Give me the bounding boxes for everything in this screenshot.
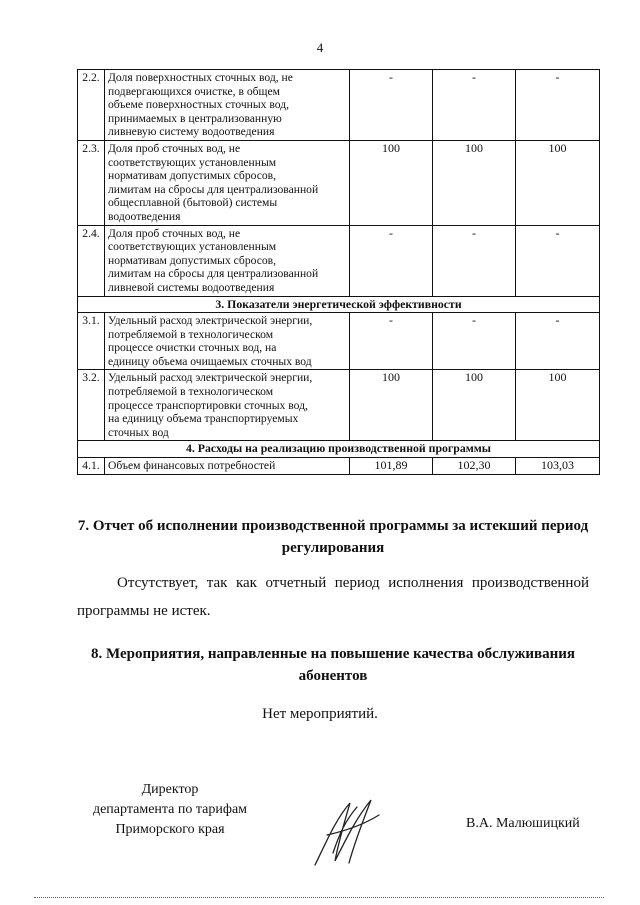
row-number: 3.1. (78, 313, 105, 370)
section-7-text-line1: Отсутствует, так как отчетный период исполнения производственной (117, 575, 589, 591)
row-number: 2.4. (78, 225, 105, 296)
row-description: Доля проб сточных вод, не соответствующих установленным нормативам допустимых сбросов, лимитам на сбросы для централизованной общесплавной (бытовой) системы водоотведения (105, 140, 350, 225)
value-year-2: 102,30 (433, 458, 516, 475)
row-number: 4.1. (78, 458, 105, 475)
table-row-2-4 (78, 225, 600, 296)
section-7-text-line2: программы не истек. (77, 603, 211, 619)
section-title-energy: 3. Показатели энергетической эффективности (78, 296, 600, 313)
row-number: 2.2. (78, 70, 105, 141)
section-title-expenses: 4. Расходы на реализацию производственной программы (78, 441, 600, 458)
signatory-title: Директор департамента по тарифам Приморского края (92, 782, 248, 837)
value-year-2: - (433, 313, 516, 370)
value-year-3: - (516, 70, 600, 141)
row-description: Удельный расход электрической энергии, потребляемой в технологическом процессе транспортировки сточных вод, на единицу объема транспортируемых сточных вод (105, 370, 350, 441)
value-year-3: - (516, 225, 600, 296)
value-year-1: 101,89 (350, 458, 433, 475)
row-number: 3.2. (78, 370, 105, 441)
table-row-3-2 (78, 370, 600, 441)
value-year-3: - (516, 313, 600, 370)
row-description: Доля проб сточных вод, не соответствующих установленным нормативам допустимых сбросов, лимитам на сбросы для централизованной ливневой системы водоотведения (105, 225, 350, 296)
value-year-3: 103,03 (516, 458, 600, 475)
table-row-2-3 (78, 140, 600, 225)
value-year-1: 100 (350, 140, 433, 225)
value-year-1: - (350, 225, 433, 296)
value-year-1: - (350, 313, 433, 370)
value-year-2: 100 (433, 140, 516, 225)
value-year-3: 100 (516, 140, 600, 225)
section-7-title: 7. Отчет об исполнении производственной программы за истекший период регулирования (77, 518, 589, 556)
value-year-2: - (433, 225, 516, 296)
table-row-4-1 (78, 458, 600, 475)
table-row-2-2 (78, 70, 600, 141)
row-number: 2.3. (78, 140, 105, 225)
row-description: Доля поверхностных сточных вод, не подвергающихся очистке, в общем объеме поверхностных сточных вод, принимаемых в централизованную ливневую систему водоотведения (105, 70, 350, 141)
row-description: Объем финансовых потребностей (105, 458, 350, 475)
value-year-2: - (433, 70, 516, 141)
handwritten-signature (305, 795, 385, 870)
section-8-title: 8. Мероприятия, направленные на повышение качества обслуживания абонентов (90, 646, 575, 684)
indicators-table (77, 69, 600, 475)
row-description: Удельный расход электрической энергии, потребляемой в технологическом процессе очистки сточных вод, на единицу объема очищаемых сточных вод (105, 313, 350, 370)
table-row-3-1 (78, 313, 600, 370)
value-year-1: 100 (350, 370, 433, 441)
signatory-name: В.А. Малюшицкий (466, 816, 580, 831)
page-number: 4 (316, 40, 324, 55)
value-year-2: 100 (433, 370, 516, 441)
section-row-3 (78, 296, 600, 313)
bottom-divider (34, 897, 604, 898)
value-year-1: - (350, 70, 433, 141)
section-row-4 (78, 441, 600, 458)
section-8-text: Нет мероприятий. (262, 706, 378, 722)
value-year-3: 100 (516, 370, 600, 441)
